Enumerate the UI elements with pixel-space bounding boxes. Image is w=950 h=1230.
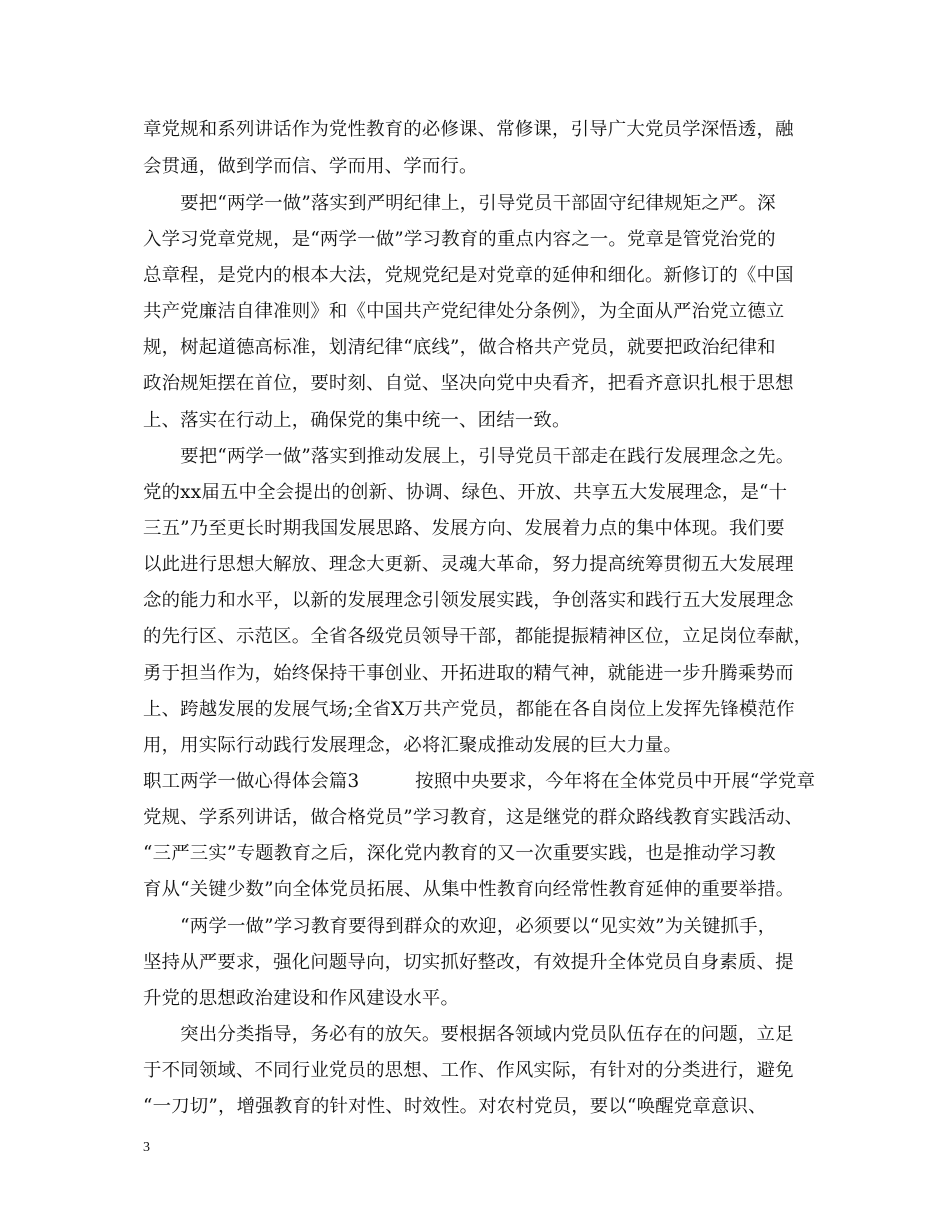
body-text-line: 入学习党章党规，是“两学一做”学习教育的重点内容之一。党章是管党治党的 — [143, 229, 776, 250]
body-text-line: 勇于担当作为，始终保持干事创业、开拓进取的精气神，就能进一步升腾乘势而 — [143, 663, 794, 684]
section-heading-line: 职工两学一做心得体会篇3 按照中央要求，今年将在全体党员中开展“学党章 — [143, 771, 816, 792]
body-text-line: 共产党廉洁自律准则》和《中国共产党纪律处分条例》，为全面从严治党立德立 — [143, 301, 785, 322]
body-text-line: 育从“关键少数”向全体党员拓展、从集中性教育向经常性教育延伸的重要举措。 — [143, 879, 795, 900]
body-text-line: “两学一做”学习教育要得到群众的欢迎，必须要以“见实效”为关键抓手， — [143, 916, 777, 937]
body-text-line: 会贯通，做到学而信、学而用、学而行。 — [143, 156, 478, 177]
body-text-line: 用，用实际行动践行发展理念，必将汇聚成推动发展的巨大力量。 — [143, 735, 683, 756]
body-text-line: “三严三实”专题教育之后，深化党内教育的又一次重要实践，也是推动学习教 — [143, 843, 776, 864]
body-text-line: 坚持从严要求，强化问题导向，切实抓好整改，有效提升全体党员自身素质、提 — [143, 952, 794, 973]
body-text-line: 突出分类指导，务必有的放矢。要根据各领域内党员队伍存在的问题，立足 — [143, 1024, 794, 1045]
body-text-line: 党规、学系列讲话，做合格党员”学习教育，这是继党的群众路线教育实践活动、 — [143, 807, 804, 828]
body-text-line: “一刀切”，增强教育的针对性、时效性。对农村党员，要以“唤醒党章意识、 — [143, 1096, 767, 1117]
body-text-line: 党的xx届五中全会提出的创新、协调、绿色、开放、共享五大发展理念，是“十 — [143, 482, 788, 503]
body-text-line: 总章程，是党内的根本大法，党规党纪是对党章的延伸和细化。新修订的《中国 — [143, 265, 794, 286]
body-text-line: 升党的思想政治建设和作风建设水平。 — [143, 988, 460, 1009]
body-text-line: 的先行区、示范区。全省各级党员领导干部，都能提振精神区位，立足岗位奉献， — [143, 626, 813, 647]
body-text-line: 上、跨越发展的发展气场;全省X万共产党员，都能在各自岗位上发挥先锋模范作 — [143, 699, 795, 720]
body-text-line: 以此进行思想大解放、理念大更新、灵魂大革命，努力提高统筹贯彻五大发展理 — [143, 554, 794, 575]
page-number: 3 — [143, 1140, 150, 1155]
body-text-line: 规，树起道德高标准，划清纪律“底线”，做合格共产党员，就要把政治纪律和 — [143, 337, 776, 358]
body-text-line: 政治规矩摆在首位，要时刻、自觉、坚决向党中央看齐，把看齐意识扎根于思想 — [143, 373, 794, 394]
body-text-line: 三五”乃至更长时期我国发展思路、发展方向、发展着力点的集中体现。我们要 — [143, 518, 785, 539]
body-text-line: 要把“两学一做”落实到推动发展上，引导党员干部走在践行发展理念之先。 — [143, 446, 795, 467]
body-text-line: 念的能力和水平，以新的发展理念引领发展实践，争创落实和践行五大发展理念 — [143, 590, 794, 611]
body-text-line: 要把“两学一做”落实到严明纪律上，引导党员干部固守纪律规矩之严。深 — [143, 193, 776, 214]
body-text-line: 于不同领域、不同行业党员的思想、工作、作风实际，有针对的分类进行，避免 — [143, 1060, 794, 1081]
body-text-line: 上、落实在行动上，确保党的集中统一、团结一致。 — [143, 410, 571, 431]
body-text-line: 章党规和系列讲话作为党性教育的必修课、常修课，引导广大党员学深悟透，融 — [143, 119, 794, 140]
